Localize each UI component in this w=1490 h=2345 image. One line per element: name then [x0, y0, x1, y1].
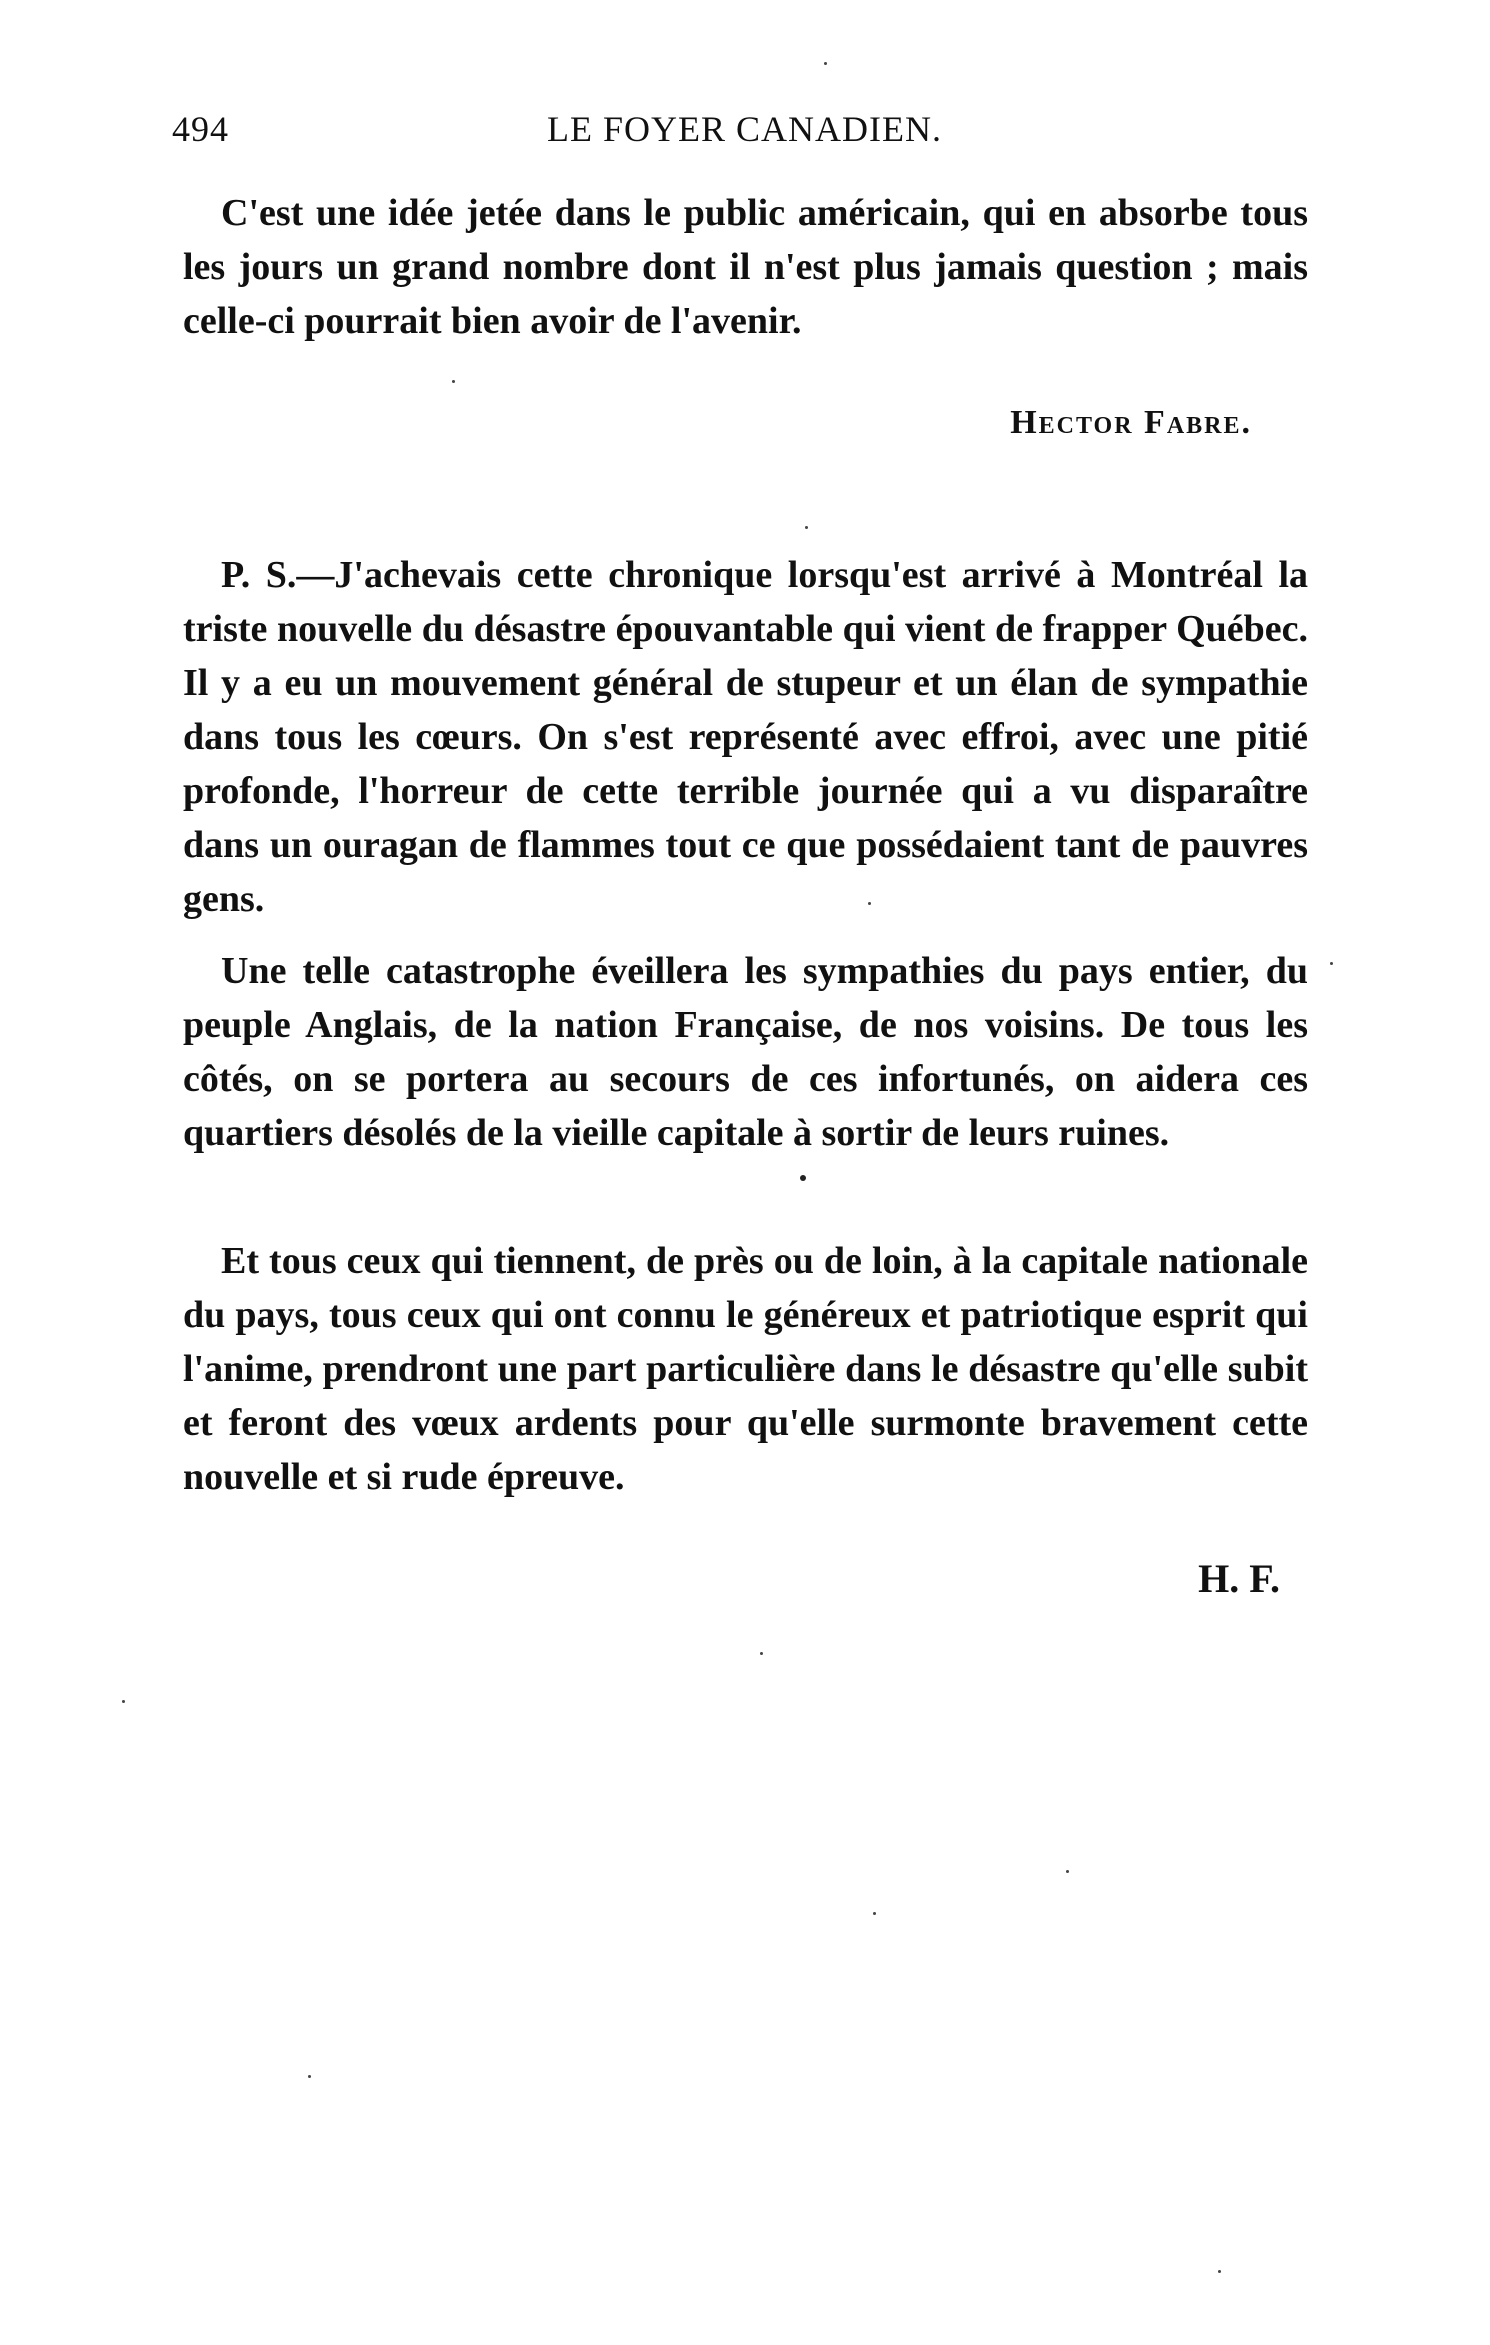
- scan-speck: [873, 1912, 876, 1915]
- scan-speck: [1330, 962, 1333, 965]
- scan-speck: [1066, 1870, 1069, 1873]
- scan-speck: [1218, 2270, 1221, 2273]
- scan-speck: [868, 902, 871, 905]
- paragraph-1: C'est une idée jetée dans le public américain, qui en absorbe tous les jours un grand nombre dont il n'est plus jamais question ; mais celle-ci pourrait bien avoir de l'avenir.: [183, 192, 1308, 342]
- paragraph-4: Et tous ceux qui tiennent, de près ou de loin, à la capitale nationale du pays, tous ceux qui ont connu le généreux et patriotique esprit qui l'anime, prendront une part particulière dans le désastre qu'elle subit et feront des vœux ardents pour qu'elle surmonte bravement cette nouvelle et si rude épreuve.: [183, 1240, 1308, 1498]
- page-number: 494: [172, 109, 229, 149]
- scan-speck: [824, 62, 827, 65]
- running-title: LE FOYER CANADIEN.: [547, 109, 942, 149]
- scan-speck: [805, 526, 808, 529]
- running-head: [172, 108, 1277, 168]
- scan-speck: [122, 1700, 125, 1703]
- signature-hector-fabre: Hector Fabre.: [1010, 404, 1252, 441]
- paragraph-3: Une telle catastrophe éveillera les sympathies du pays entier, du peuple Anglais, de la nation Française, de nos voisins. De tous les côtés, on se portera au secours de ces infortunés, on aidera ces quartiers désolés de la vieille capitale à sortir de leurs ruines.: [183, 950, 1308, 1154]
- scan-speck: [452, 380, 455, 383]
- scan-speck: [800, 1175, 806, 1181]
- signature-initials: H. F.: [1198, 1556, 1280, 1601]
- paragraph-postscript: P. S.—J'achevais cette chronique lorsqu'est arrivé à Montréal la triste nouvelle du désastre épouvantable qui vient de frapper Québec. Il y a eu un mouvement général de stupeur et un élan de sympathie dans tous les cœurs. On s'est représenté avec effroi, avec une pitié profonde, l'horreur de cette terrible journée qui a vu disparaître dans un ouragan de flammes tout ce que possédaient tant de pauvres gens.: [183, 554, 1308, 920]
- scan-speck: [308, 2075, 311, 2078]
- scan-speck: [760, 1652, 763, 1655]
